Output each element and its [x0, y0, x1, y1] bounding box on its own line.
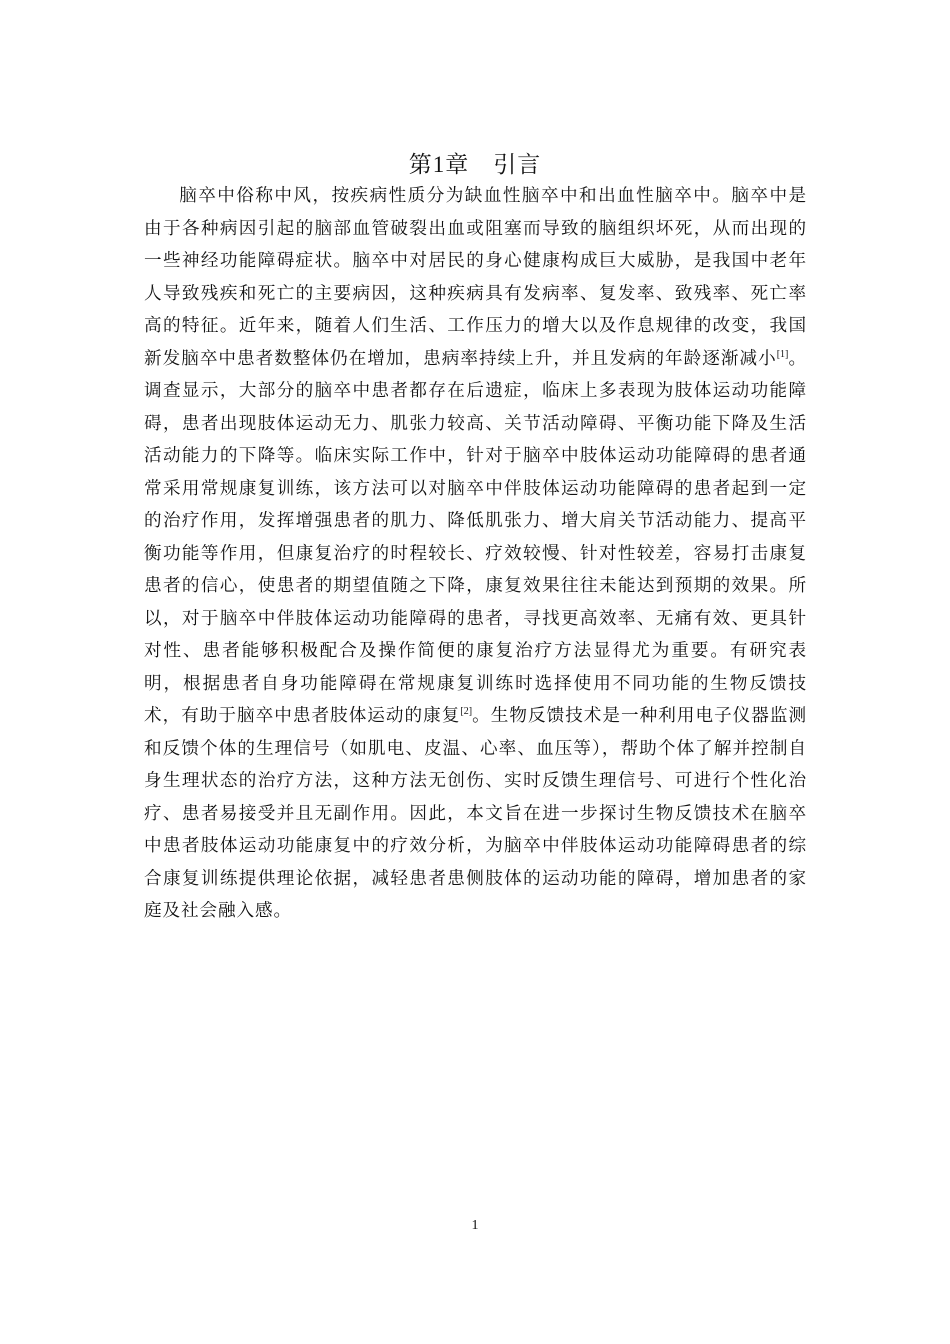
citation-2: [2] [460, 706, 473, 718]
paragraph-text-part-1: 脑卒中俗称中风，按疾病性质分为缺血性脑卒中和出血性脑卒中。脑卒中是由于各种病因引起的脑部血管破裂出血或阻塞而导致的脑组织坏死，从而出现的一些神经功能障碍症状。脑卒中对居民的身心健康构成巨大威胁，是我国中老年人导致残疾和死亡的主要病因，这种疾病具有发病率、复发率、致残率、死亡率高的特征。近年来，随着人们生活、工作压力的增大以及作息规律的改变，我国新发脑卒中患者数整体仍在增加，患病率持续上升，并且发病的年龄逐渐减小 [144, 186, 807, 369]
chapter-suffix: 章 [445, 152, 470, 178]
chapter-heading-text: 引言 [493, 152, 542, 178]
chapter-prefix: 第 [408, 152, 433, 178]
chapter-number: 1 [432, 152, 446, 177]
paragraph-text-part-2: 。调查显示，大部分的脑卒中患者都存在后遗症，临床上多表现为肢体运动功能障碍，患者出现肢体运动无力、肌张力较高、关节活动障碍、平衡功能下降及生活活动能力的下降等。临床实际工作中，针对于脑卒中肢体运动功能障碍的患者通常采用常规康复训练，该方法可以对脑卒中伴肢体运动功能障碍的患者起到一定的治疗作用，发挥增强患者的肌力、降低肌张力、增大肩关节活动能力、提高平衡功能等作用，但康复治疗的时程较长、疗效较慢、针对性较差，容易打击康复患者的信心，使患者的期望值随之下降，康复效果往往未能达到预期的效果。所以，对于脑卒中伴肢体运动功能障碍的患者，寻找更高效率、无痛有效、更具针对性、患者能够积极配合及操作简便的康复治疗方法显得尤为重要。有研究表明，根据患者自身功能障碍在常规康复训练时选择使用不同功能的生物反馈技术，有助于脑卒中患者肢体运动的康复 [144, 348, 807, 726]
chapter-title [0, 150, 950, 180]
intro-paragraph [144, 180, 807, 928]
paragraph-text-part-3: 。生物反馈技术是一种利用电子仪器监测和反馈个体的生理信号（如肌电、皮温、心率、血压等），帮助个体了解并控制自身生理状态的治疗方法，这种方法无创伤、实时反馈生理信号、可进行个性化治疗、患者易接受并且无副作用。因此，本文旨在进一步探讨生物反馈技术在脑卒中患者肢体运动功能康复中的疗效分析，为脑卒中伴肢体运动功能障碍患者的综合康复训练提供理论依据，减轻患者患侧肢体的运动功能的障碍，增加患者的家庭及社会融入感。 [144, 706, 807, 921]
page-number: 1 [471, 1218, 479, 1233]
citation-1: [1] [776, 348, 789, 360]
